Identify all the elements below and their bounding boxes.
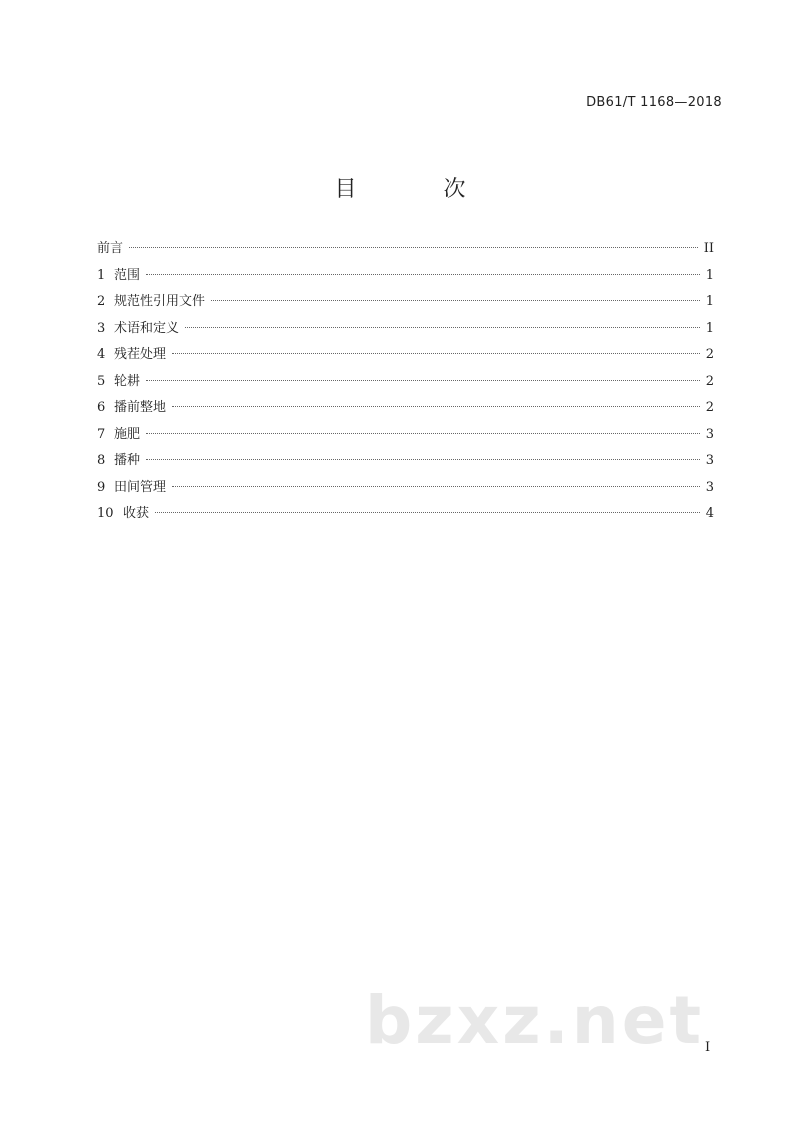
toc-entry-label: 施肥 — [114, 426, 141, 442]
toc-entry-number: 9 — [97, 479, 106, 495]
toc-entry-label: 田间管理 — [114, 479, 167, 495]
toc-entry-number: 1 — [97, 267, 106, 283]
table-of-contents — [97, 240, 714, 532]
toc-leader-dots — [172, 353, 700, 354]
toc-entry-number: 7 — [97, 426, 106, 442]
toc-entry-10[interactable] — [97, 505, 714, 532]
toc-entry-1[interactable] — [97, 267, 714, 294]
toc-entry-page: 3 — [705, 426, 714, 442]
toc-entry-label: 播前整地 — [114, 400, 167, 415]
watermark: bzxz.net — [365, 982, 705, 1059]
toc-entry-page: 1 — [705, 294, 714, 309]
toc-entry-number: 5 — [97, 373, 106, 389]
toc-entry-2[interactable] — [97, 293, 714, 320]
toc-entry-page: II — [703, 241, 714, 256]
toc-entry-3[interactable] — [97, 320, 714, 347]
toc-entry-number: 8 — [97, 453, 106, 468]
toc-leader-dots — [172, 406, 700, 407]
toc-entry-number: 4 — [97, 347, 106, 362]
toc-entry-label: 范围 — [114, 267, 141, 283]
toc-leader-dots — [211, 300, 700, 301]
page-title: 目 次 — [334, 177, 506, 202]
toc-entry-label: 轮耕 — [114, 373, 141, 389]
toc-entry-label: 收获 — [123, 506, 150, 521]
toc-entry-label: 残茬处理 — [114, 347, 167, 362]
toc-leader-dots — [146, 459, 700, 460]
toc-entry-page: 2 — [705, 347, 714, 362]
toc-leader-dots — [146, 433, 700, 434]
toc-entry-number: 6 — [97, 400, 106, 415]
toc-entry-label: 规范性引用文件 — [114, 294, 206, 309]
toc-entry-number: 10 — [97, 506, 114, 521]
toc-entry-foreword[interactable] — [97, 240, 714, 267]
toc-leader-dots — [146, 274, 700, 275]
toc-leader-dots — [129, 247, 698, 248]
toc-entry-page: 3 — [705, 479, 714, 495]
toc-entry-page: 3 — [705, 453, 714, 468]
toc-entry-7[interactable] — [97, 426, 714, 453]
toc-entry-label: 术语和定义 — [114, 320, 180, 336]
toc-leader-dots — [155, 512, 700, 513]
toc-entry-page: 2 — [705, 373, 714, 389]
standard-code: DB61/T 1168—2018 — [586, 95, 722, 110]
toc-leader-dots — [146, 380, 700, 381]
toc-entry-label: 播种 — [114, 453, 141, 468]
toc-entry-page: 4 — [705, 506, 714, 521]
page-number: I — [705, 1040, 711, 1055]
toc-entry-4[interactable] — [97, 346, 714, 373]
toc-leader-dots — [185, 327, 700, 328]
toc-entry-label: 前言 — [97, 241, 124, 256]
toc-entry-8[interactable] — [97, 452, 714, 479]
toc-entry-page: 2 — [705, 400, 714, 415]
toc-entry-number: 3 — [97, 320, 106, 336]
toc-entry-page: 1 — [705, 267, 714, 283]
toc-entry-6[interactable] — [97, 399, 714, 426]
toc-entry-number: 2 — [97, 294, 106, 309]
toc-entry-page: 1 — [705, 320, 714, 336]
toc-leader-dots — [172, 486, 700, 487]
toc-entry-9[interactable] — [97, 479, 714, 506]
toc-entry-5[interactable] — [97, 373, 714, 400]
